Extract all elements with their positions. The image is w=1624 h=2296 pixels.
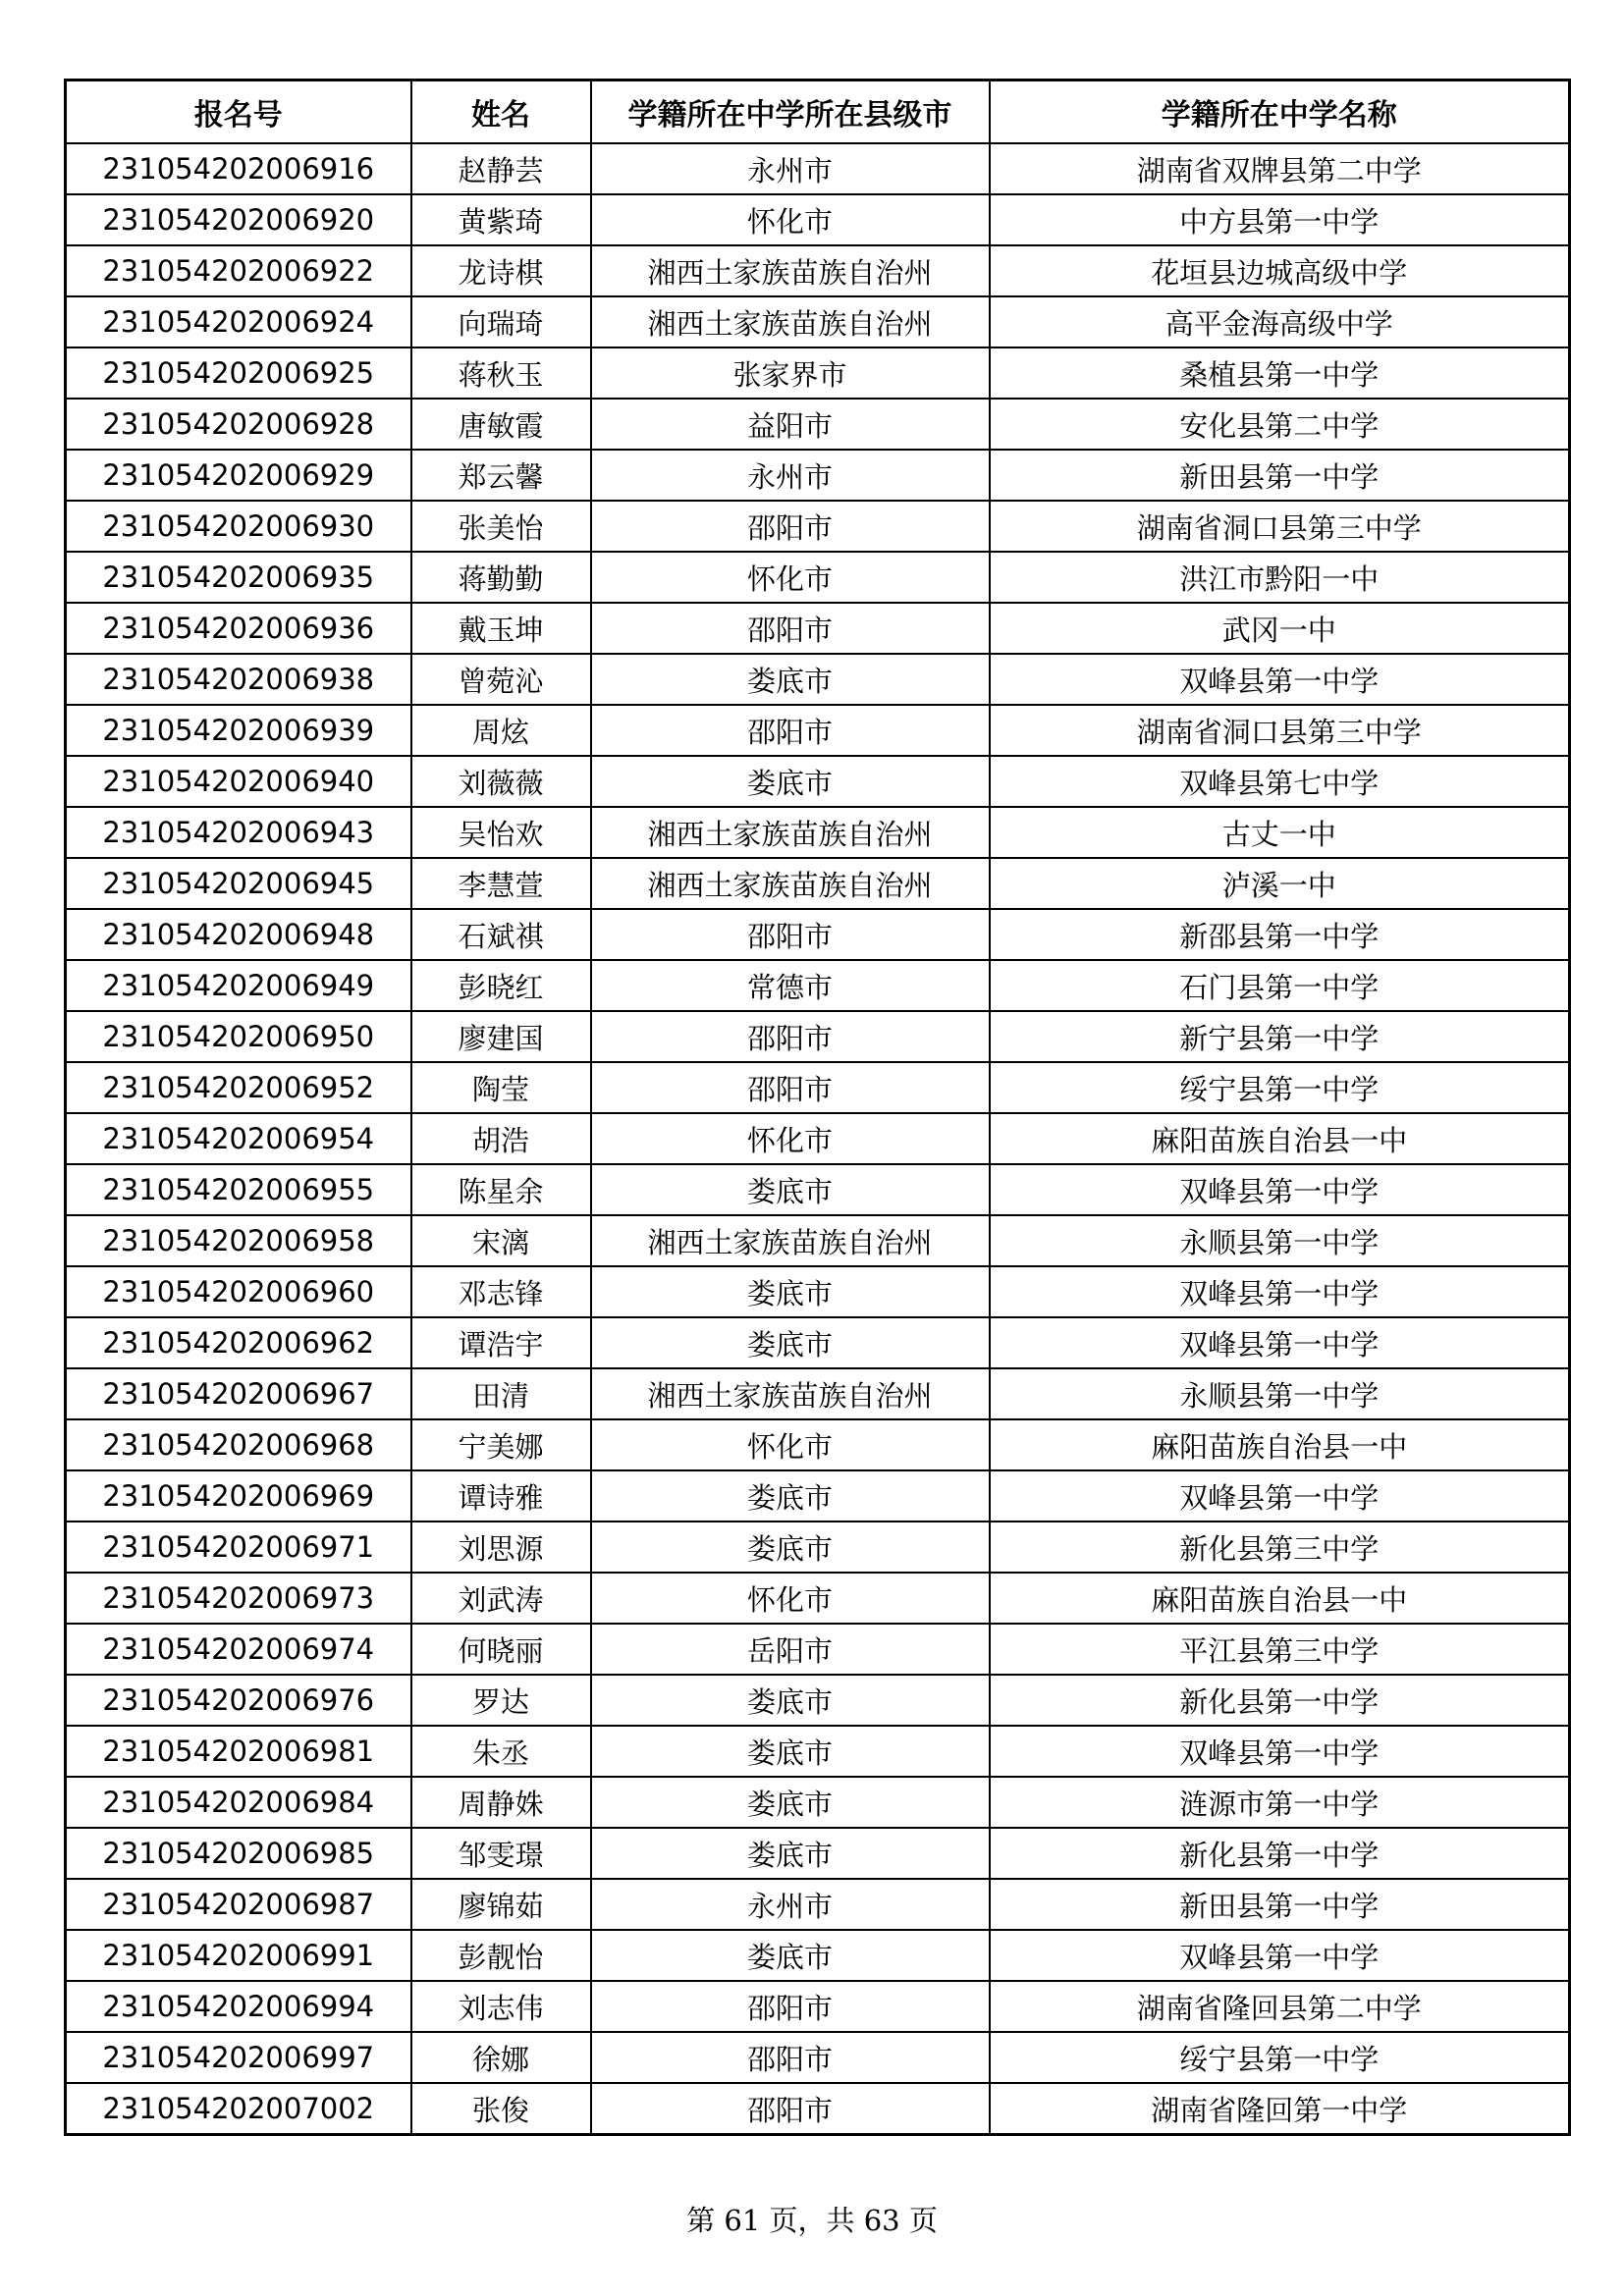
- school-name-cell: 绥宁县第一中学: [990, 1062, 1570, 1113]
- school-name-cell: 湖南省隆回第一中学: [990, 2083, 1570, 2135]
- school-city-cell: 邵阳市: [591, 909, 990, 960]
- school-city-cell: 怀化市: [591, 194, 990, 245]
- name-cell: 李慧萱: [411, 858, 591, 909]
- name-cell: 宋漓: [411, 1215, 591, 1266]
- registration-number-cell: 231054202007002: [66, 2083, 411, 2135]
- name-cell: 石斌祺: [411, 909, 591, 960]
- school-city-cell: 湘西土家族苗族自治州: [591, 858, 990, 909]
- school-name-cell: 武冈一中: [990, 603, 1570, 654]
- school-city-cell: 邵阳市: [591, 2032, 990, 2083]
- registration-number-cell: 231054202006967: [66, 1368, 411, 1419]
- school-name-cell: 双峰县第一中学: [990, 654, 1570, 705]
- school-city-cell: 娄底市: [591, 1726, 990, 1777]
- school-name-cell: 石门县第一中学: [990, 960, 1570, 1011]
- school-name-cell: 新化县第一中学: [990, 1675, 1570, 1726]
- name-cell: 刘薇薇: [411, 756, 591, 807]
- name-cell: 朱丞: [411, 1726, 591, 1777]
- name-cell: 张美怡: [411, 501, 591, 552]
- school-name-cell: 麻阳苗族自治县一中: [990, 1113, 1570, 1164]
- name-cell: 谭诗雅: [411, 1470, 591, 1522]
- school-name-cell: 新田县第一中学: [990, 450, 1570, 501]
- name-cell: 周炫: [411, 705, 591, 756]
- school-name-cell: 湖南省双牌县第二中学: [990, 143, 1570, 194]
- registration-number-cell: 231054202006994: [66, 1981, 411, 2032]
- table-row: [66, 1470, 1570, 1522]
- name-cell: 谭浩宇: [411, 1317, 591, 1368]
- table-row: [66, 2083, 1570, 2135]
- name-cell: 吴怡欢: [411, 807, 591, 858]
- school-name-cell: 桑植县第一中学: [990, 347, 1570, 399]
- school-city-cell: 岳阳市: [591, 1624, 990, 1675]
- school-city-cell: 永州市: [591, 450, 990, 501]
- registration-number-cell: 231054202006928: [66, 399, 411, 450]
- table-row: [66, 347, 1570, 399]
- table-row: [66, 1113, 1570, 1164]
- school-city-cell: 怀化市: [591, 1419, 990, 1470]
- name-cell: 曾菀沁: [411, 654, 591, 705]
- table-row: [66, 1726, 1570, 1777]
- name-cell: 彭靓怡: [411, 1930, 591, 1981]
- registration-number-cell: 231054202006943: [66, 807, 411, 858]
- school-name-cell: 双峰县第一中学: [990, 1317, 1570, 1368]
- registration-number-cell: 231054202006935: [66, 552, 411, 603]
- school-name-cell: 湖南省洞口县第三中学: [990, 501, 1570, 552]
- name-cell: 何晓丽: [411, 1624, 591, 1675]
- name-cell: 龙诗棋: [411, 245, 591, 296]
- name-cell: 赵静芸: [411, 143, 591, 194]
- table-row: [66, 1317, 1570, 1368]
- header-name: 姓名: [411, 80, 591, 144]
- name-cell: 邓志锋: [411, 1266, 591, 1317]
- registration-number-cell: 231054202006916: [66, 143, 411, 194]
- table-row: [66, 143, 1570, 194]
- school-name-cell: 高平金海高级中学: [990, 296, 1570, 347]
- registration-number-cell: 231054202006976: [66, 1675, 411, 1726]
- registration-number-cell: 231054202006952: [66, 1062, 411, 1113]
- registration-number-cell: 231054202006968: [66, 1419, 411, 1470]
- table-row: [66, 858, 1570, 909]
- registration-number-cell: 231054202006924: [66, 296, 411, 347]
- name-cell: 张俊: [411, 2083, 591, 2135]
- registration-number-cell: 231054202006960: [66, 1266, 411, 1317]
- school-city-cell: 邵阳市: [591, 2083, 990, 2135]
- name-cell: 罗达: [411, 1675, 591, 1726]
- school-city-cell: 湘西土家族苗族自治州: [591, 807, 990, 858]
- school-city-cell: 怀化市: [591, 552, 990, 603]
- school-name-cell: 新化县第一中学: [990, 1828, 1570, 1879]
- name-cell: 向瑞琦: [411, 296, 591, 347]
- table-row: [66, 501, 1570, 552]
- registration-number-cell: 231054202006987: [66, 1879, 411, 1930]
- registration-number-cell: 231054202006949: [66, 960, 411, 1011]
- school-name-cell: 麻阳苗族自治县一中: [990, 1573, 1570, 1624]
- school-city-cell: 邵阳市: [591, 705, 990, 756]
- school-city-cell: 娄底市: [591, 1317, 990, 1368]
- name-cell: 刘武涛: [411, 1573, 591, 1624]
- name-cell: 邹雯璟: [411, 1828, 591, 1879]
- name-cell: 彭晓红: [411, 960, 591, 1011]
- school-name-cell: 花垣县边城高级中学: [990, 245, 1570, 296]
- school-name-cell: 双峰县第一中学: [990, 1164, 1570, 1215]
- school-city-cell: 娄底市: [591, 1470, 990, 1522]
- school-city-cell: 张家界市: [591, 347, 990, 399]
- registration-number-cell: 231054202006945: [66, 858, 411, 909]
- registration-number-cell: 231054202006985: [66, 1828, 411, 1879]
- registration-number-cell: 231054202006958: [66, 1215, 411, 1266]
- registration-number-cell: 231054202006969: [66, 1470, 411, 1522]
- school-city-cell: 邵阳市: [591, 1981, 990, 2032]
- table-row: [66, 399, 1570, 450]
- header-registration-number: 报名号: [66, 80, 411, 144]
- table-row: [66, 1879, 1570, 1930]
- school-name-cell: 永顺县第一中学: [990, 1368, 1570, 1419]
- student-table: [64, 79, 1571, 2136]
- name-cell: 戴玉坤: [411, 603, 591, 654]
- header-school-city: 学籍所在中学所在县级市: [591, 80, 990, 144]
- school-city-cell: 永州市: [591, 1879, 990, 1930]
- school-name-cell: 双峰县第七中学: [990, 756, 1570, 807]
- table-row: [66, 1675, 1570, 1726]
- registration-number-cell: 231054202006948: [66, 909, 411, 960]
- school-city-cell: 娄底市: [591, 1164, 990, 1215]
- name-cell: 陶莹: [411, 1062, 591, 1113]
- table-row: [66, 450, 1570, 501]
- school-city-cell: 娄底市: [591, 1828, 990, 1879]
- school-city-cell: 邵阳市: [591, 1062, 990, 1113]
- school-city-cell: 邵阳市: [591, 1011, 990, 1062]
- registration-number-cell: 231054202006991: [66, 1930, 411, 1981]
- table-row: [66, 756, 1570, 807]
- registration-number-cell: 231054202006950: [66, 1011, 411, 1062]
- school-name-cell: 涟源市第一中学: [990, 1777, 1570, 1828]
- table-row: [66, 654, 1570, 705]
- name-cell: 刘思源: [411, 1522, 591, 1573]
- school-city-cell: 怀化市: [591, 1113, 990, 1164]
- school-name-cell: 绥宁县第一中学: [990, 2032, 1570, 2083]
- registration-number-cell: 231054202006971: [66, 1522, 411, 1573]
- registration-number-cell: 231054202006922: [66, 245, 411, 296]
- school-name-cell: 湖南省洞口县第三中学: [990, 705, 1570, 756]
- name-cell: 陈星余: [411, 1164, 591, 1215]
- school-name-cell: 双峰县第一中学: [990, 1930, 1570, 1981]
- table-row: [66, 603, 1570, 654]
- name-cell: 蒋秋玉: [411, 347, 591, 399]
- name-cell: 廖建国: [411, 1011, 591, 1062]
- name-cell: 唐敏霞: [411, 399, 591, 450]
- registration-number-cell: 231054202006973: [66, 1573, 411, 1624]
- school-city-cell: 邵阳市: [591, 603, 990, 654]
- registration-number-cell: 231054202006940: [66, 756, 411, 807]
- table-row: [66, 1215, 1570, 1266]
- school-city-cell: 娄底市: [591, 1675, 990, 1726]
- registration-number-cell: 231054202006962: [66, 1317, 411, 1368]
- table-row: [66, 1981, 1570, 2032]
- school-name-cell: 泸溪一中: [990, 858, 1570, 909]
- name-cell: 周静姝: [411, 1777, 591, 1828]
- table-row: [66, 1419, 1570, 1470]
- table-row: [66, 1930, 1570, 1981]
- registration-number-cell: 231054202006984: [66, 1777, 411, 1828]
- table-row: [66, 1522, 1570, 1573]
- school-city-cell: 湘西土家族苗族自治州: [591, 1215, 990, 1266]
- table-row: [66, 1266, 1570, 1317]
- school-name-cell: 永顺县第一中学: [990, 1215, 1570, 1266]
- table-row: [66, 1011, 1570, 1062]
- school-name-cell: 双峰县第一中学: [990, 1266, 1570, 1317]
- school-name-cell: 新宁县第一中学: [990, 1011, 1570, 1062]
- table-row: [66, 194, 1570, 245]
- name-cell: 廖锦茹: [411, 1879, 591, 1930]
- registration-number-cell: 231054202006954: [66, 1113, 411, 1164]
- table-row: [66, 2032, 1570, 2083]
- school-name-cell: 湖南省隆回县第二中学: [990, 1981, 1570, 2032]
- table-row: [66, 705, 1570, 756]
- registration-number-cell: 231054202006955: [66, 1164, 411, 1215]
- page-number: 第 61 页，共 63 页: [686, 2204, 938, 2237]
- school-city-cell: 湘西土家族苗族自治州: [591, 296, 990, 347]
- school-city-cell: 湘西土家族苗族自治州: [591, 245, 990, 296]
- registration-number-cell: 231054202006938: [66, 654, 411, 705]
- school-name-cell: 古丈一中: [990, 807, 1570, 858]
- school-city-cell: 湘西土家族苗族自治州: [591, 1368, 990, 1419]
- table-row: [66, 909, 1570, 960]
- name-cell: 郑云馨: [411, 450, 591, 501]
- table-row: [66, 807, 1570, 858]
- school-name-cell: 双峰县第一中学: [990, 1470, 1570, 1522]
- table-row: [66, 296, 1570, 347]
- table-row: [66, 1573, 1570, 1624]
- name-cell: 徐娜: [411, 2032, 591, 2083]
- school-city-cell: 怀化市: [591, 1573, 990, 1624]
- table-row: [66, 1828, 1570, 1879]
- school-name-cell: 平江县第三中学: [990, 1624, 1570, 1675]
- school-city-cell: 娄底市: [591, 756, 990, 807]
- table-header: [66, 80, 1570, 144]
- header-school-name: 学籍所在中学名称: [990, 80, 1570, 144]
- school-name-cell: 双峰县第一中学: [990, 1726, 1570, 1777]
- table-row: [66, 1777, 1570, 1828]
- table-row: [66, 552, 1570, 603]
- school-city-cell: 娄底市: [591, 1777, 990, 1828]
- registration-number-cell: 231054202006929: [66, 450, 411, 501]
- school-name-cell: 中方县第一中学: [990, 194, 1570, 245]
- table-body: [66, 143, 1570, 2135]
- registration-number-cell: 231054202006930: [66, 501, 411, 552]
- name-cell: 黄紫琦: [411, 194, 591, 245]
- school-name-cell: 新田县第一中学: [990, 1879, 1570, 1930]
- school-city-cell: 娄底市: [591, 1930, 990, 1981]
- table-row: [66, 1062, 1570, 1113]
- school-city-cell: 益阳市: [591, 399, 990, 450]
- registration-number-cell: 231054202006925: [66, 347, 411, 399]
- school-name-cell: 新化县第三中学: [990, 1522, 1570, 1573]
- name-cell: 蒋勤勤: [411, 552, 591, 603]
- school-name-cell: 麻阳苗族自治县一中: [990, 1419, 1570, 1470]
- registration-number-cell: 231054202006974: [66, 1624, 411, 1675]
- school-name-cell: 安化县第二中学: [990, 399, 1570, 450]
- header-row: [66, 80, 1570, 144]
- registration-number-cell: 231054202006981: [66, 1726, 411, 1777]
- registration-number-cell: 231054202006997: [66, 2032, 411, 2083]
- table-row: [66, 1624, 1570, 1675]
- school-city-cell: 娄底市: [591, 654, 990, 705]
- table-row: [66, 1368, 1570, 1419]
- name-cell: 胡浩: [411, 1113, 591, 1164]
- school-name-cell: 新邵县第一中学: [990, 909, 1570, 960]
- name-cell: 刘志伟: [411, 1981, 591, 2032]
- registration-number-cell: 231054202006939: [66, 705, 411, 756]
- school-name-cell: 洪江市黔阳一中: [990, 552, 1570, 603]
- table-row: [66, 960, 1570, 1011]
- name-cell: 宁美娜: [411, 1419, 591, 1470]
- school-city-cell: 娄底市: [591, 1266, 990, 1317]
- registration-number-cell: 231054202006920: [66, 194, 411, 245]
- name-cell: 田清: [411, 1368, 591, 1419]
- table-row: [66, 1164, 1570, 1215]
- school-city-cell: 娄底市: [591, 1522, 990, 1573]
- school-city-cell: 邵阳市: [591, 501, 990, 552]
- table-row: [66, 245, 1570, 296]
- school-city-cell: 常德市: [591, 960, 990, 1011]
- registration-number-cell: 231054202006936: [66, 603, 411, 654]
- school-city-cell: 永州市: [591, 143, 990, 194]
